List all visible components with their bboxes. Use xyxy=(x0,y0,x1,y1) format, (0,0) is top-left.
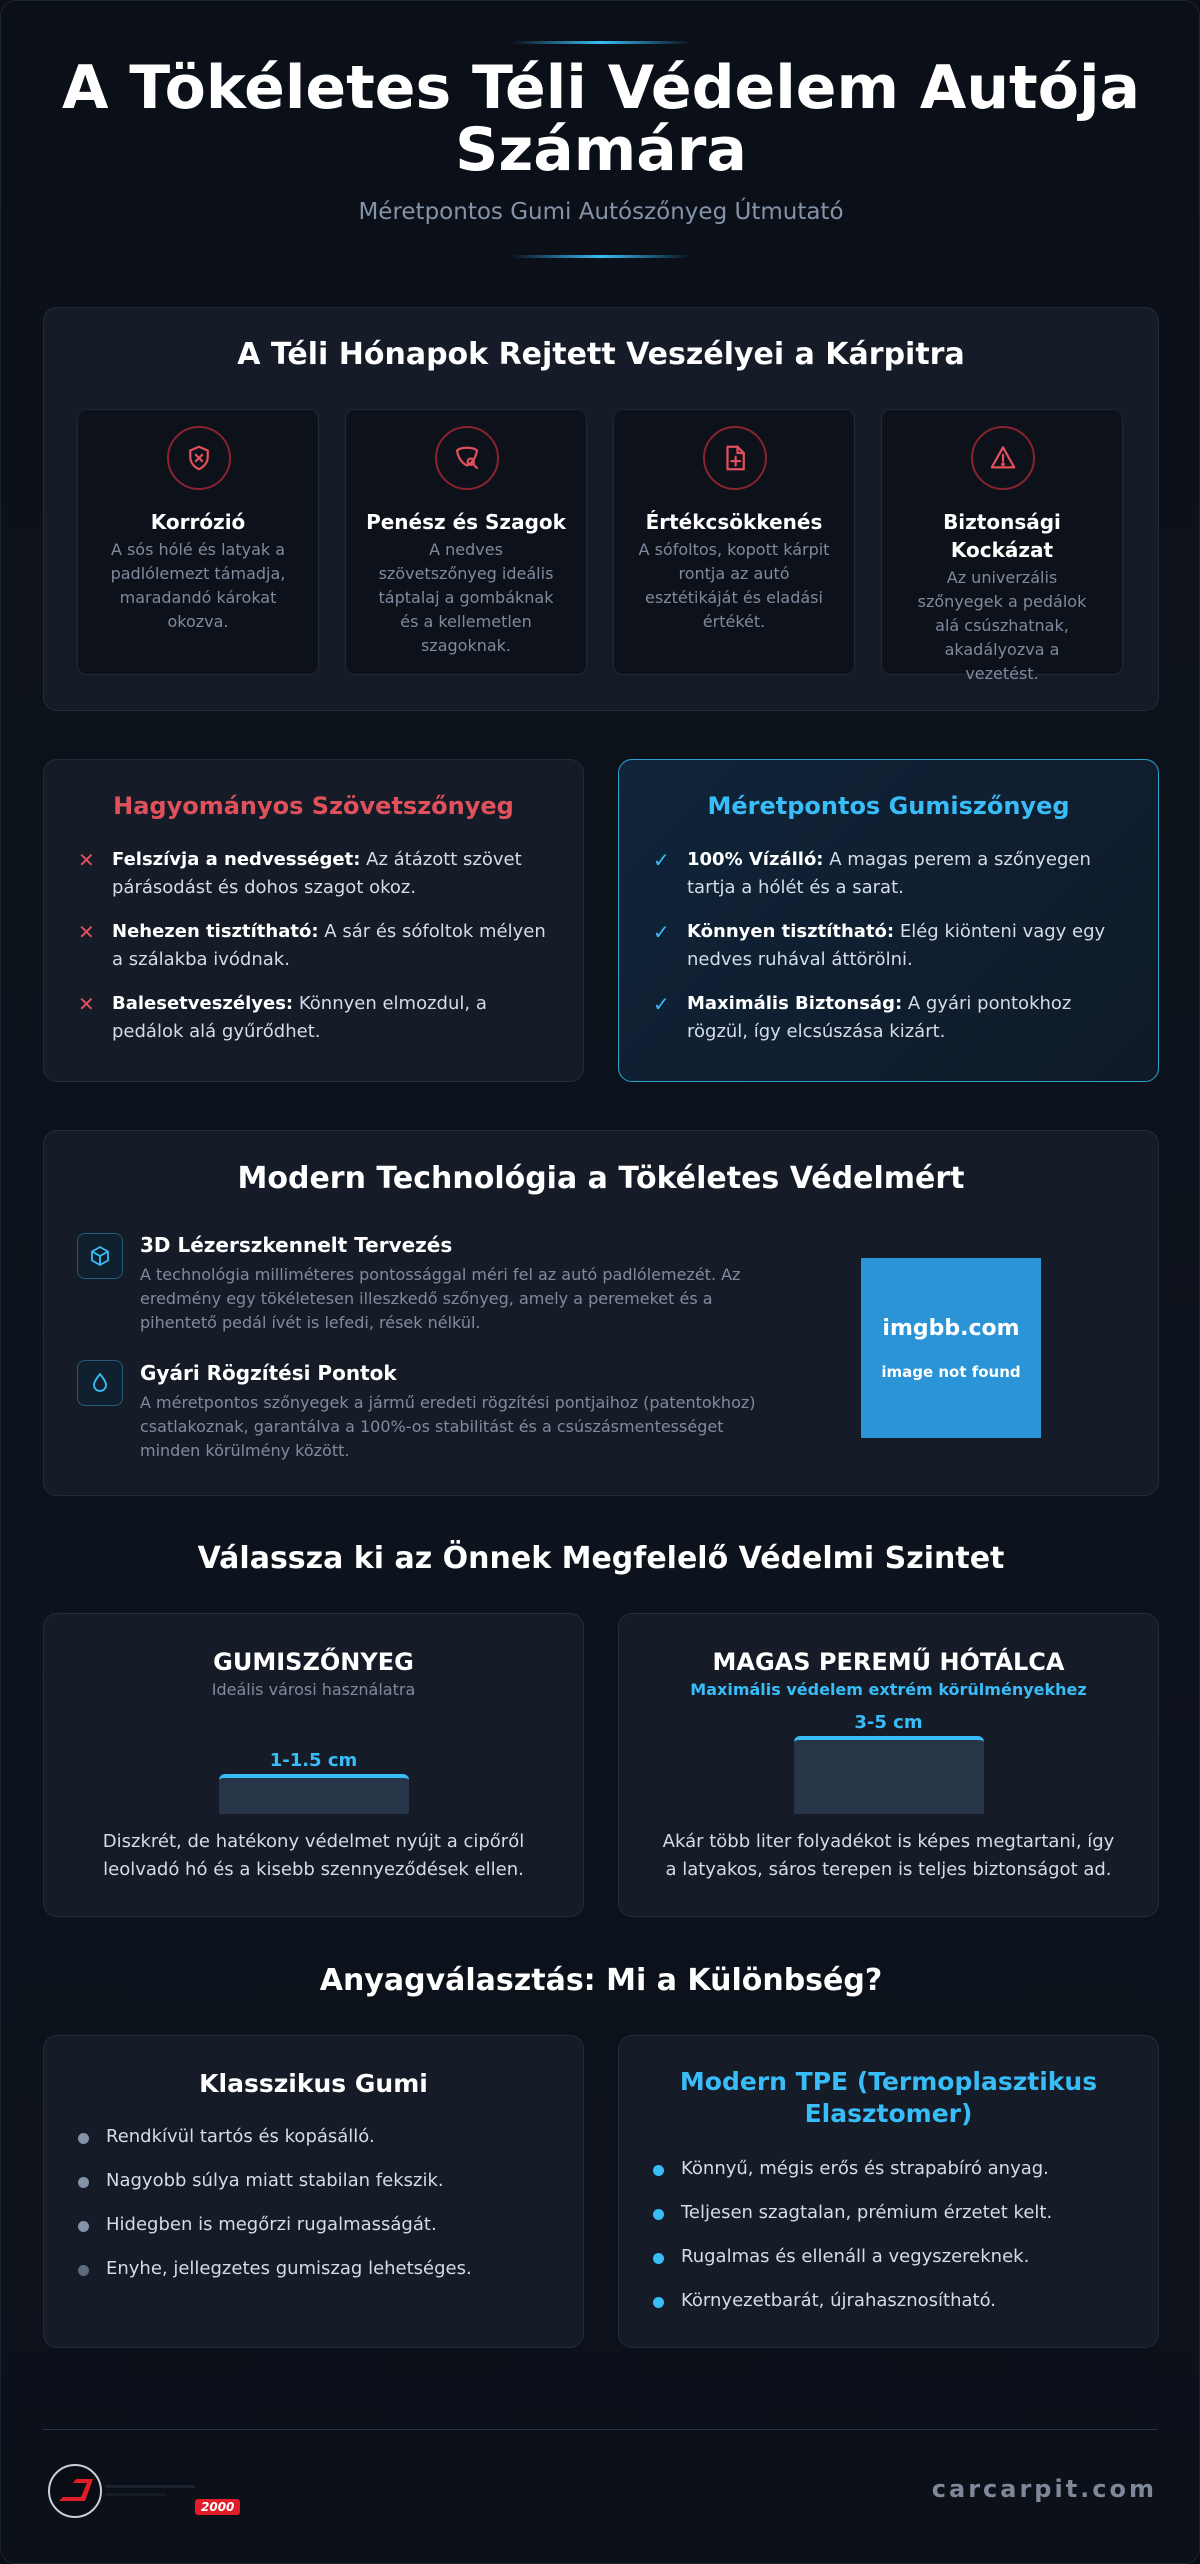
bullet-dot xyxy=(78,2221,89,2232)
danger-text: A nedves szövetszőnyeg ideális táptalaj a gombáknak és a kellemetlen szagoknak. xyxy=(378,540,554,655)
danger-text: Az univerzális szőnyegek a pedálok alá csúszhatnak, akadályozva a vezetést. xyxy=(917,568,1087,683)
material-card-tpe xyxy=(618,2035,1159,2348)
shield-x-icon xyxy=(167,426,231,490)
item-text: Elég kiönteni vagy egy nedves ruhával áttörölni. xyxy=(687,921,1106,970)
file-plus-icon xyxy=(703,426,767,490)
level-card-standard xyxy=(43,1613,584,1917)
item-bold: Maximális Biztonság: xyxy=(687,993,903,1014)
material-title: Modern TPE (Termoplasztikus Elasztomer) xyxy=(679,2067,1098,2128)
material-item-text: Nagyobb súlya miatt stabilan fekszik. xyxy=(106,2170,444,2191)
tech-item-title: Gyári Rögzítési Pontok xyxy=(140,1361,397,1385)
item-bold: Nehezen tisztítható: xyxy=(112,921,319,942)
rubber-mat-title: Méretpontos Gumiszőnyeg xyxy=(707,792,1070,820)
danger-card-corrosion xyxy=(77,409,319,675)
material-item-text: Könnyű, mégis erős és strapabíró anyag. xyxy=(681,2158,1049,2179)
tech-heading: Modern Technológia a Tökéletes Védelmért xyxy=(237,1161,965,1196)
fabric-mat-card xyxy=(43,759,584,1082)
bullet-dot xyxy=(653,2253,664,2264)
danger-title: Biztonsági Kockázat xyxy=(943,510,1061,562)
tech-item-text: A méretpontos szőnyegek a jármű eredeti rögzítési pontjaihoz (patentokhoz) csatlakoznak, garantálva a 100%-os stabilitást és a csúszásmentességet minden körülmény között. xyxy=(140,1393,756,1460)
rubber-pro-item xyxy=(653,990,1128,1046)
item-bold: Balesetveszélyes: xyxy=(112,993,294,1014)
bullet-dot xyxy=(653,2297,664,2308)
material-item xyxy=(78,2126,563,2147)
page-subtitle: Méretpontos Gumi Autószőnyeg Útmutató xyxy=(358,199,844,225)
danger-text: A sófoltos, kopott kárpit rontja az autó esztétikáját és eladási értékét. xyxy=(638,540,830,631)
item-bold: Könnyen tisztítható: xyxy=(687,921,895,942)
item-bold: 100% Vízálló: xyxy=(687,849,824,870)
level-height-label: 3-5 cm xyxy=(854,1712,923,1733)
danger-card-mold xyxy=(345,409,587,675)
check-icon: ✓ xyxy=(653,848,670,872)
item-text: A sár és sófoltok mélyen a szálakba ivódnak. xyxy=(112,921,546,970)
check-icon: ✓ xyxy=(653,992,670,1016)
material-item xyxy=(78,2170,563,2191)
bullet-dot xyxy=(653,2165,664,2176)
rubber-pro-item xyxy=(653,918,1128,974)
material-item xyxy=(78,2214,563,2235)
material-item xyxy=(78,2258,563,2279)
danger-title: Korrózió xyxy=(150,510,246,534)
bullet-dot xyxy=(78,2177,89,2188)
material-item-text: Környezetbarát, újrahasznosítható. xyxy=(681,2290,996,2311)
header-glow-bottom xyxy=(511,255,691,258)
drop-icon xyxy=(77,1360,123,1406)
fabric-con-item xyxy=(78,846,553,902)
tech-item-title: 3D Lézerszkennelt Tervezés xyxy=(140,1233,453,1257)
cross-icon: ✕ xyxy=(78,920,95,944)
item-bold: Felszívja a nedvességet: xyxy=(112,849,361,870)
danger-title: Penész és Szagok xyxy=(366,510,566,534)
material-item-text: Hidegben is megőrzi rugalmasságát. xyxy=(106,2214,437,2235)
footer-divider xyxy=(43,2429,1157,2430)
fabric-con-item xyxy=(78,990,553,1046)
fabric-mat-title: Hagyományos Szövetszőnyeg xyxy=(113,792,514,820)
level-subtitle: Maximális védelem extrém körülményekhez xyxy=(690,1680,1087,1699)
level-text: Akár több liter folyadékot is képes megtartani, így a latyakos, sáros terepen is teljes biztonságot ad. xyxy=(662,1831,1115,1880)
page-title: A Tökéletes Téli Védelem Autója Számára xyxy=(61,53,1140,185)
rubber-pro-item xyxy=(653,846,1128,902)
level-title: MAGAS PEREMŰ HÓTÁLCA xyxy=(712,1648,1065,1676)
level-height-bar xyxy=(219,1774,409,1814)
danger-text: A sós hólé és latyak a padlólemezt támadja, maradandó károkat okozva. xyxy=(110,540,286,631)
site-domain[interactable]: carcarpit.com xyxy=(931,2475,1157,2503)
material-item xyxy=(653,2202,1138,2223)
danger-title: Értékcsökkenés xyxy=(645,510,823,534)
item-text: Könnyen elmozdul, a pedálok alá gyűrődhet. xyxy=(112,993,487,1042)
material-item xyxy=(653,2158,1138,2179)
header-glow-top xyxy=(511,41,691,44)
item-text: A magas perem a szőnyegen tartja a hólét és a sarat. xyxy=(687,849,1091,898)
material-item xyxy=(653,2290,1138,2311)
levels-heading: Válassza ki az Önnek Megfelelő Védelmi Szintet xyxy=(197,1541,1005,1576)
material-title: Klasszikus Gumi xyxy=(199,2069,428,2098)
image-placeholder-site: imgbb.com xyxy=(882,1315,1020,1341)
level-height-label: 1-1.5 cm xyxy=(269,1750,358,1771)
item-text: Az átázott szövet párásodást és dohos szagot okoz. xyxy=(112,849,522,898)
level-card-high xyxy=(618,1613,1159,1917)
image-placeholder-message: image not found xyxy=(881,1362,1021,1381)
material-item-text: Teljesen szagtalan, prémium érzetet kelt. xyxy=(681,2202,1053,2223)
material-item xyxy=(653,2246,1138,2267)
danger-card-safety xyxy=(881,409,1123,683)
check-icon: ✓ xyxy=(653,920,670,944)
level-subtitle: Ideális városi használatra xyxy=(211,1680,416,1699)
dangers-heading: A Téli Hónapok Rejtett Veszélyei a Kárpitra xyxy=(237,337,965,372)
material-card-rubber xyxy=(43,2035,584,2348)
brand-logo[interactable] xyxy=(47,2463,257,2519)
level-title: GUMISZŐNYEG xyxy=(213,1648,414,1676)
fabric-con-item xyxy=(78,918,553,974)
rubber-mat-card xyxy=(618,759,1159,1082)
material-item-text: Enyhe, jellegzetes gumiszag lehetséges. xyxy=(106,2258,472,2279)
item-text: A gyári pontokhoz rögzül, így elcsúszása kizárt. xyxy=(687,993,1072,1042)
warning-triangle-icon xyxy=(971,426,1035,490)
materials-heading: Anyagválasztás: Mi a Különbség? xyxy=(319,1963,883,1998)
cube-icon xyxy=(77,1233,123,1279)
cross-icon: ✕ xyxy=(78,848,95,872)
tech-item-text: A technológia milliméteres pontossággal méri fel az autó padlólemezét. Az eredmény egy tökéletesen illeszkedő szőnyeg, amely a peremeket és a pihentető pedál ívét is lefedi, rések nélkül. xyxy=(140,1265,741,1332)
danger-card-depreciation xyxy=(613,409,855,675)
bullet-dot xyxy=(78,2265,89,2276)
material-item-text: Rugalmas és ellenáll a vegyszereknek. xyxy=(681,2246,1030,2267)
bullet-dot xyxy=(78,2133,89,2144)
cross-icon: ✕ xyxy=(78,992,95,1016)
bullet-dot xyxy=(653,2209,664,2220)
logo-badge: 2000 xyxy=(195,2499,240,2515)
level-text: Diszkrét, de hatékony védelmet nyújt a cipőről leolvadó hó és a kisebb szennyeződések ellen. xyxy=(102,1831,525,1880)
image-placeholder xyxy=(861,1258,1041,1438)
shield-search-icon xyxy=(435,426,499,490)
level-height-bar xyxy=(794,1736,984,1814)
material-item-text: Rendkívül tartós és kopásálló. xyxy=(106,2126,375,2147)
